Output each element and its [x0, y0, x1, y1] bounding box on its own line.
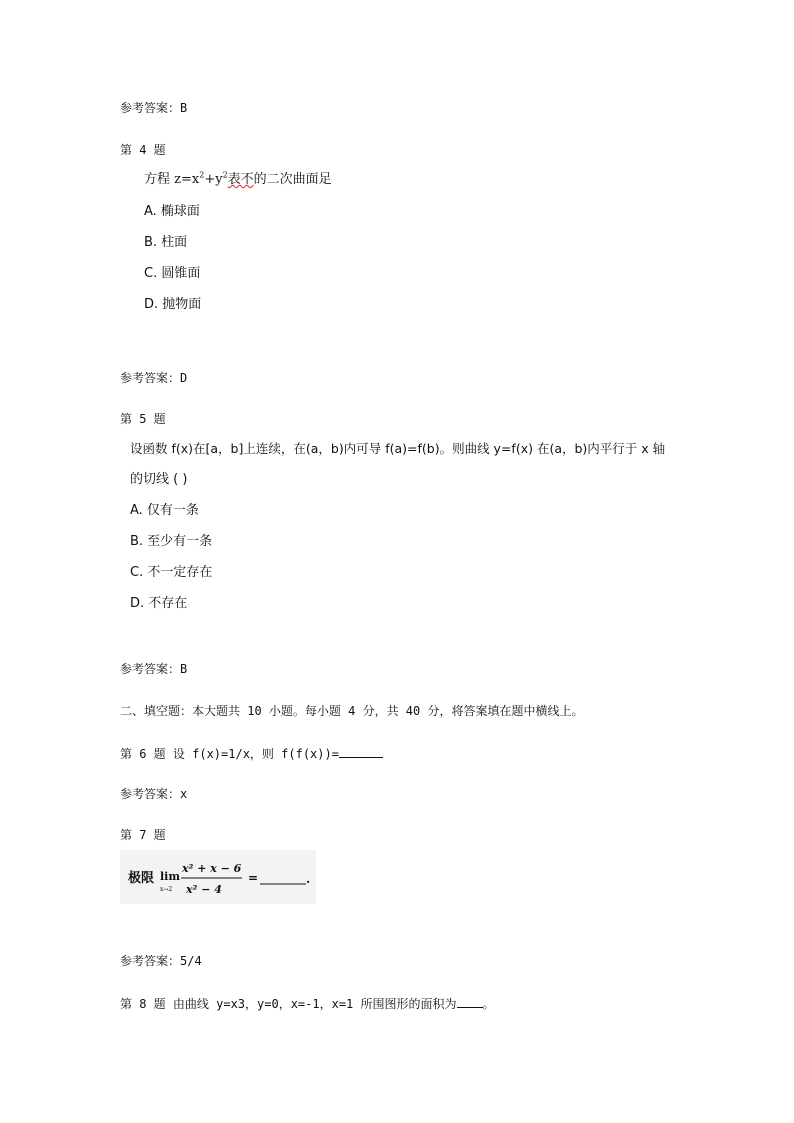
- answer-blank: [339, 745, 383, 758]
- option-a: A. 仅有一条: [130, 503, 199, 518]
- option-d: D. 不存在: [130, 596, 188, 611]
- answer-q3: 参考答案：B: [120, 101, 188, 115]
- formula-image: [120, 850, 316, 904]
- formula-end: .: [306, 872, 311, 886]
- stem-prefix: 方程 z=x: [144, 172, 200, 187]
- question-5-stem-line-1: 设函数 f(x)在[a，b]上连续，在(a，b)内可导 f(a)=f(b)。则曲线 y=f(x) 在(a，b)内平行于 x 轴: [130, 441, 666, 456]
- question-4-heading: 第 4 题: [120, 143, 166, 157]
- answer-q5: 参考答案：B: [120, 662, 188, 676]
- stem-suffix: 的二次曲面足: [253, 172, 332, 187]
- formula-lim: lim: [160, 870, 180, 883]
- stem-mid: +y: [204, 172, 223, 187]
- question-6: [120, 745, 383, 762]
- option-d: D. 抛物面: [144, 297, 202, 312]
- question-6-text: 第 6 题 设 f(x)=1/x，则 f(f(x))=: [120, 747, 339, 761]
- option-a: A. 椭球面: [144, 204, 200, 219]
- superscript: 2: [199, 170, 205, 180]
- question-4-stem: [144, 172, 332, 188]
- answer-q6: 参考答案：x: [120, 787, 188, 801]
- answer-blank: [457, 995, 483, 1008]
- spellcheck-text: 表不: [227, 172, 254, 187]
- option-c: C. 圆锥面: [144, 266, 201, 281]
- formula-denominator: x² − 4: [186, 883, 222, 896]
- question-7-heading: 第 7 题: [120, 828, 166, 842]
- option-b: B. 至少有一条: [130, 534, 213, 549]
- option-c: C. 不一定存在: [130, 565, 213, 580]
- formula-subscript: x→2: [160, 886, 173, 893]
- superscript: 2: [222, 170, 228, 180]
- formula-prefix: 极限: [128, 871, 155, 886]
- question-8: [120, 995, 495, 1012]
- formula-equals: =: [248, 871, 259, 885]
- section-title: 二、填空题：本大题共 10 小题。每小题 4 分，共 40 分，将答案填在题中横线上。: [120, 704, 584, 718]
- question-8-end: 。: [482, 997, 495, 1011]
- question-8-text: 第 8 题 由曲线 y=x3，y=0，x=-1，x=1 所围图形的面积为: [120, 997, 457, 1011]
- limit-formula: [120, 850, 316, 904]
- answer-q4: 参考答案：D: [120, 371, 188, 385]
- question-5-stem-line-2: 的切线 ( ): [130, 472, 188, 487]
- formula-numerator: x² + x − 6: [182, 862, 242, 875]
- option-b: B. 柱面: [144, 235, 188, 250]
- answer-q7: 参考答案：5/4: [120, 954, 202, 968]
- question-5-heading: 第 5 题: [120, 412, 166, 426]
